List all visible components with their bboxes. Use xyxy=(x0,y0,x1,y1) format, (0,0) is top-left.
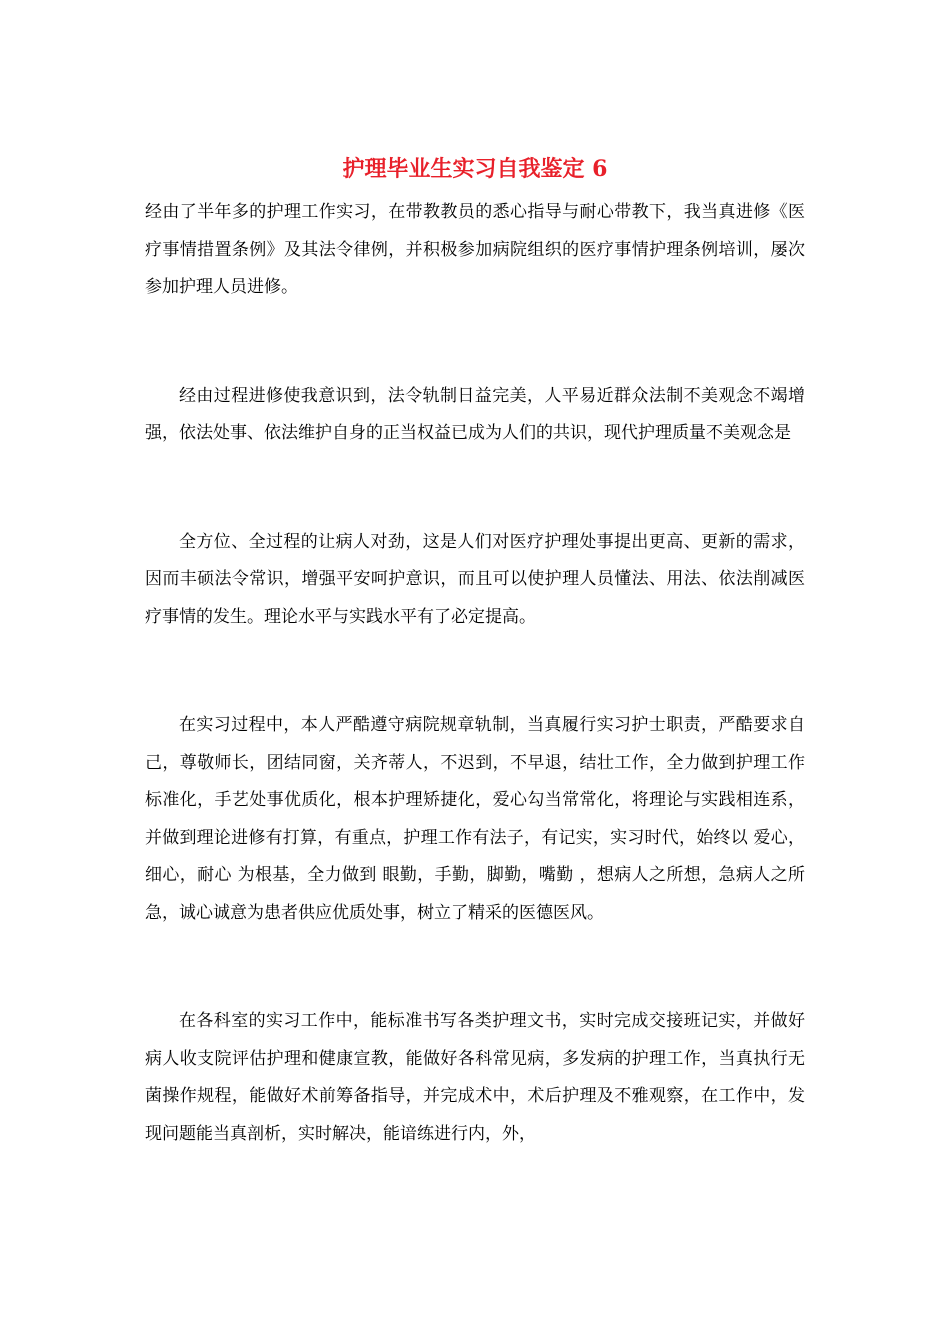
paragraph-spacer xyxy=(145,307,805,378)
paragraph-1: 经由了半年多的护理工作实习，在带教教员的悉心指导与耐心带教下，我当真进修《医疗事情措置条例》及其法令律例，并积极参加病院组织的医疗事情护理条例培训，屡次参加护理人员进修。 xyxy=(145,202,805,297)
paragraph-spacer xyxy=(145,636,805,707)
document-title: 护理毕业生实习自我鉴定 6 xyxy=(342,156,608,182)
paragraph-3: 全方位、全过程的让病人对劲，这是人们对医疗护理处事提出更高、更新的需求，因而丰硕法令常识，增强平安呵护意识，而且可以使护理人员懂法、用法、依法削减医疗事情的发生。理论水平与实践水平有了必定提高。 xyxy=(145,531,805,627)
paragraph-spacer xyxy=(145,453,805,524)
paragraph-spacer xyxy=(145,932,805,1003)
document-body xyxy=(145,194,805,1153)
paragraph-5: 在各科室的实习工作中，能标准书写各类护理文书，实时完成交接班记实，并做好病人收支院评估护理和健康宣教，能做好各科常见病，多发病的护理工作，当真执行无菌操作规程，能做好术前筹备指导，并完成术中，术后护理及不雅观察，在工作中，发现问题能当真剖析，实时解决，能谙练进行内，外， xyxy=(145,1011,805,1144)
paragraph-2: 经由过程进修使我意识到，法令轨制日益完美，人平易近群众法制不美观念不竭增强，依法处事、依法维护自身的正当权益已成为人们的共识，现代护理质量不美观念是 xyxy=(145,385,805,443)
paragraph-4: 在实习过程中，本人严酷遵守病院规章轨制，当真履行实习护士职责，严酷要求自己，尊敬师长，团结同窗，关齐蒂人，不迟到，不早退，结壮工作，全力做到护理工作标准化，手艺处事优质化，根本护理矫捷化，爱心勾当常常化，将理论与实践相连系，并做到理论进修有打算，有重点，护理工作有法子，有记实，实习时代，始终以 爱心，细心，耐心 为根基，全力做到 眼勤，手勤，脚勤，嘴勤 ，想病人之所想，急病人之所急，诚心诚意为患者供应优质处事，树立了精采的医德医风。 xyxy=(145,715,805,923)
